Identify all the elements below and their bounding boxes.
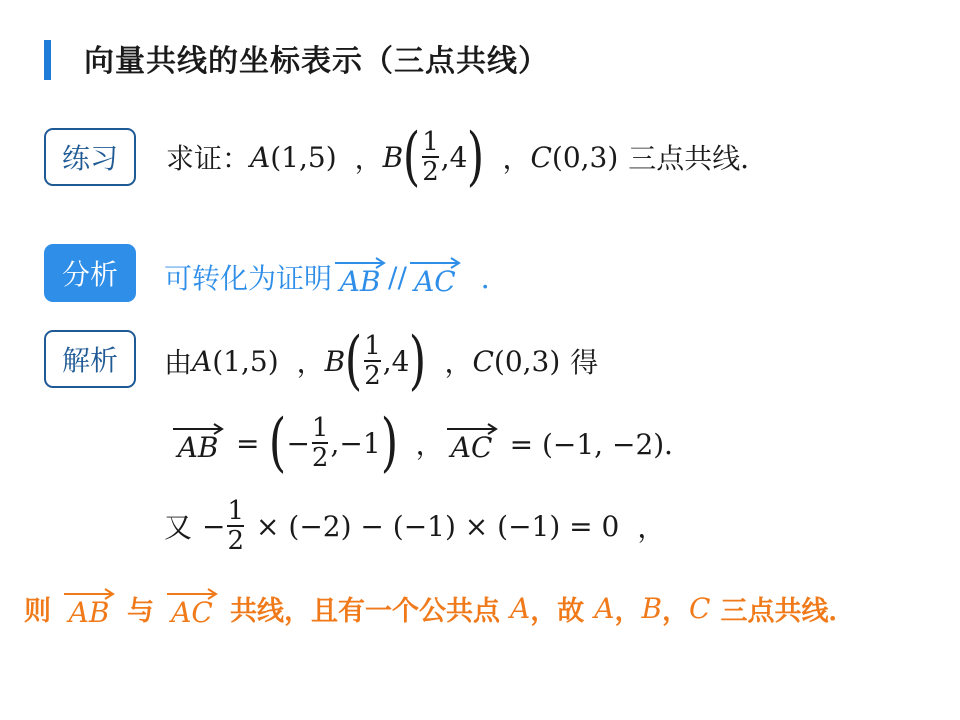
- analysis-end: ．: [480, 262, 509, 295]
- fraction-half: $\frac{1}{2}$: [364, 330, 381, 391]
- point-a-label: A: [250, 140, 271, 174]
- analysis-tag: 分析: [44, 244, 136, 302]
- parallel-symbol: //: [388, 260, 407, 294]
- point-a-coord: (1,5): [212, 344, 279, 378]
- right-paren: ): [380, 406, 398, 480]
- exercise-statement: [166, 112, 768, 202]
- conclusion-sep: ，: [662, 595, 690, 627]
- solution-line-2: [170, 400, 692, 486]
- solution-line-3: [164, 486, 665, 566]
- conclusion-pre: 则: [24, 595, 51, 627]
- point-c-label: C: [530, 140, 552, 174]
- point-c-label: C: [689, 591, 711, 625]
- exercise-prefix: 求证：: [166, 142, 251, 175]
- solution-post: 得: [570, 346, 599, 379]
- left-paren: (: [269, 406, 287, 480]
- point-b-tail: ,4: [382, 344, 410, 378]
- left-paren: (: [344, 324, 363, 398]
- title-accent-bar: [44, 40, 51, 80]
- solution-tag: 解析: [44, 330, 136, 388]
- fraction-half: $\frac{1}{2}$: [227, 495, 245, 556]
- exercise-sep: ，: [502, 142, 531, 175]
- vector-ac: AC: [409, 257, 461, 298]
- solution-line-1: [164, 318, 598, 404]
- point-b-label: B: [324, 344, 346, 378]
- minus-sign: −: [202, 509, 226, 543]
- exercise-sep: ，: [354, 142, 383, 175]
- left-paren: (: [402, 120, 421, 194]
- conclusion-end: 三点共线．: [720, 595, 856, 627]
- conclusion-and: 与: [127, 595, 154, 627]
- right-paren: ): [467, 120, 485, 194]
- point-a-label: A: [510, 591, 531, 625]
- vector-ab: AB: [172, 423, 224, 464]
- exercise-suffix: 三点共线．: [628, 142, 769, 175]
- point-b-label: B: [382, 140, 404, 174]
- point-c-coord: (0,3): [493, 344, 561, 378]
- vector-ab: AB: [334, 257, 386, 298]
- minus-sign: −: [286, 426, 310, 460]
- point-a-coord: (1,5): [270, 140, 337, 174]
- vector-ac: AC: [166, 588, 218, 629]
- point-b-tail: ,4: [440, 140, 468, 174]
- page-title: 向量共线的坐标表示（三点共线）: [84, 44, 549, 79]
- point-b-label: B: [641, 591, 663, 625]
- solution-sep: ，: [415, 428, 444, 461]
- point-a-label: A: [192, 344, 213, 378]
- analysis-prefix: 可转化为证明: [164, 262, 333, 295]
- conclusion-text: [24, 578, 855, 638]
- solution-pre: 又: [164, 511, 193, 544]
- vector-ab-tail: ,−1: [330, 426, 381, 460]
- solution-pre: 由: [164, 346, 193, 379]
- exercise-tag: 练习: [44, 128, 136, 186]
- right-paren: ): [409, 324, 427, 398]
- conclusion-mid2: ，故: [530, 595, 585, 627]
- solution-post: ，: [637, 511, 666, 544]
- cross-product-expression: × (−2) − (−1) × (−1) = 0: [256, 509, 620, 543]
- conclusion-mid: 共线，且有一个公共点: [230, 595, 500, 627]
- solution-sep: ，: [296, 346, 325, 379]
- vector-ac-value: = (−1, −2)．: [509, 428, 693, 461]
- conclusion-sep: ，: [614, 595, 642, 627]
- vector-ab: AB: [63, 588, 115, 629]
- point-c-coord: (0,3): [551, 140, 619, 174]
- vector-ac: AC: [446, 423, 498, 464]
- point-a-label: A: [594, 591, 615, 625]
- point-c-label: C: [472, 344, 494, 378]
- fraction-half: $\frac{1}{2}$: [422, 126, 439, 187]
- analysis-text: [164, 244, 509, 310]
- equals-sign: =: [236, 426, 260, 460]
- fraction-half: $\frac{1}{2}$: [311, 412, 329, 473]
- solution-sep: ，: [444, 346, 473, 379]
